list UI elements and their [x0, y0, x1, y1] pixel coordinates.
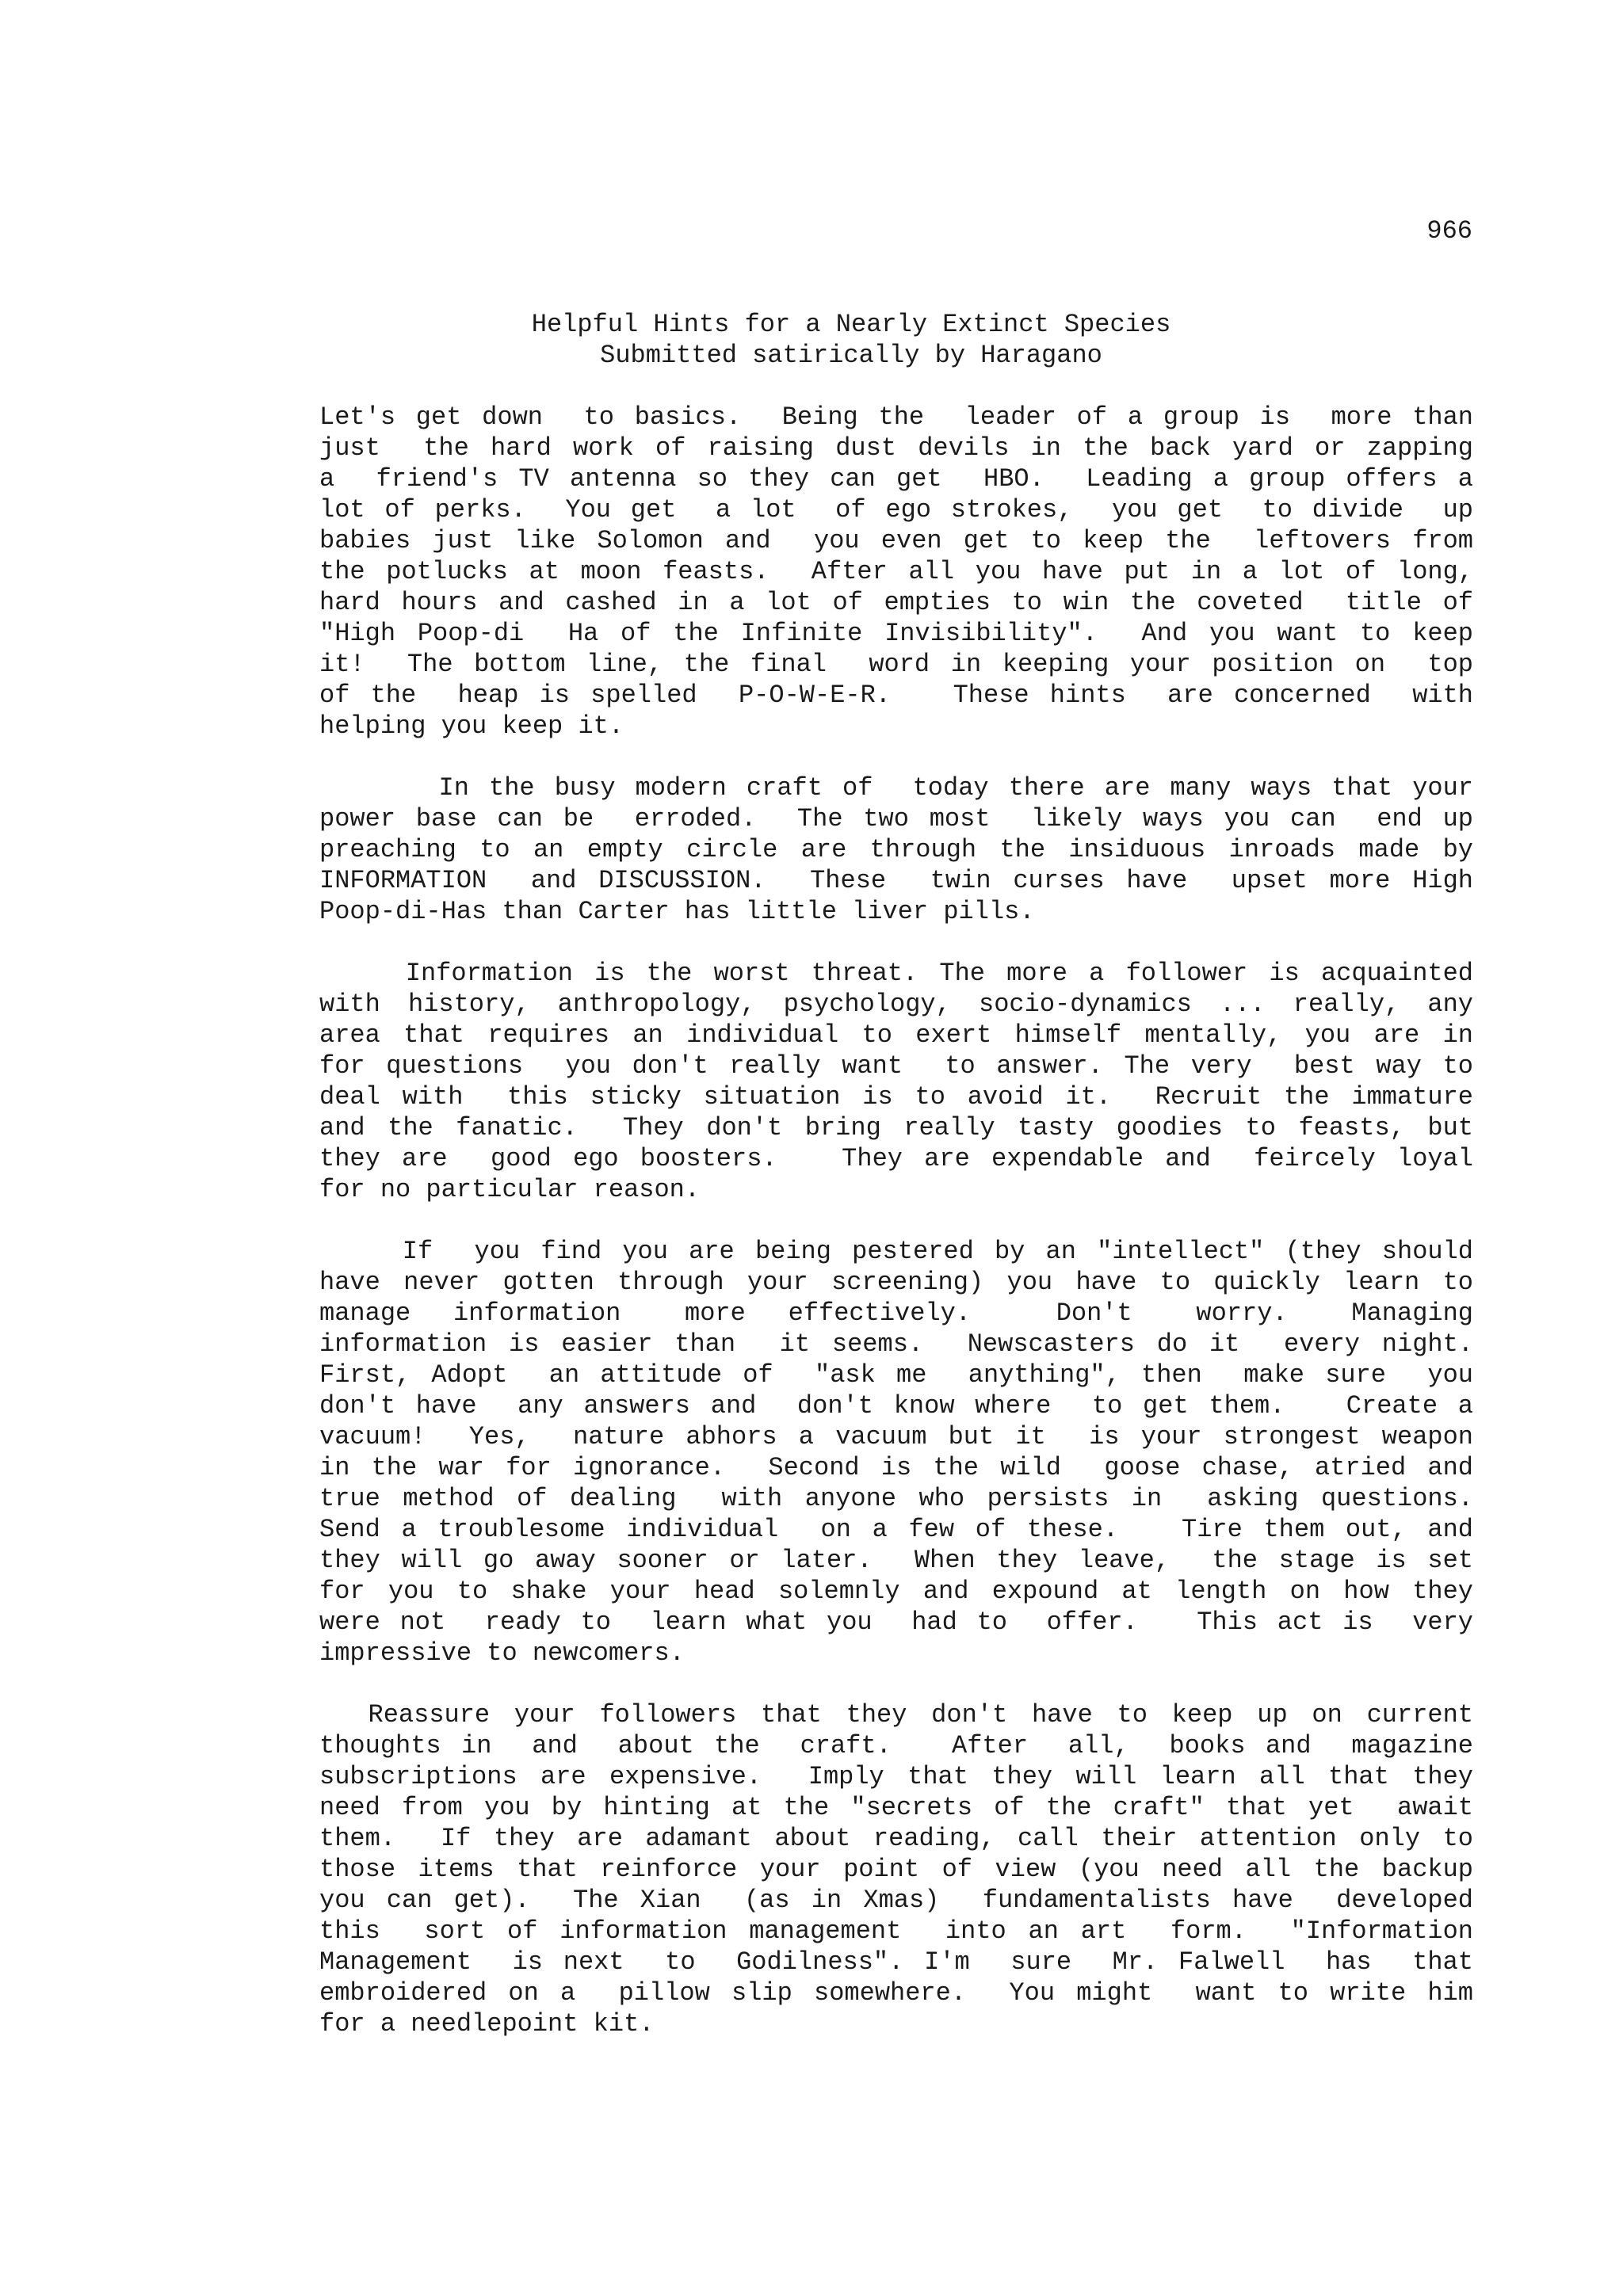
- text-line: need from you by hinting at the "secrets of the craft" that yet await: [319, 1793, 1473, 1822]
- text-line: it! The bottom line, the final word in keeping your position on top: [319, 650, 1473, 679]
- text-line: with history, anthropology, psychology, socio-dynamics ... really, any: [319, 990, 1473, 1019]
- text-line: Management is next to Godilness". I'm sure Mr. Falwell has that: [319, 1947, 1473, 1977]
- text-line: lot of perks. You get a lot of ego strokes, you get to divide up: [319, 495, 1473, 524]
- text-line: deal with this sticky situation is to avoid it. Recruit the immature: [319, 1082, 1473, 1112]
- text-line: Information is the worst threat. The more a follower is acquainted: [319, 959, 1473, 988]
- text-line: have never gotten through your screening) you have to quickly learn to: [319, 1268, 1473, 1297]
- text-line: were not ready to learn what you had to offer. This act is very: [319, 1608, 1473, 1637]
- subtitle-line: Submitted satirically by Haragano: [600, 341, 1102, 370]
- text-line: Let's get down to basics. Being the leader of a group is more than: [319, 402, 1473, 432]
- text-line: Send a troublesome individual on a few of these. Tire them out, and: [319, 1515, 1473, 1544]
- text-line: a friend's TV antenna so they can get HBO. Leading a group offers a: [319, 464, 1473, 494]
- text-line: they will go away sooner or later. When they leave, the stage is set: [319, 1546, 1473, 1575]
- text-line: babies just like Solomon and you even get to keep the leftovers from: [319, 526, 1473, 555]
- text-line: INFORMATION and DISCUSSION. These twin curses have upset more High: [319, 866, 1473, 895]
- paragraph: [319, 1699, 1473, 2039]
- text-line: for no particular reason.: [319, 1175, 701, 1204]
- text-line: preaching to an empty circle are through the insiduous inroads made by: [319, 835, 1473, 864]
- text-line: In the busy modern craft of today there are many ways that your: [319, 773, 1473, 803]
- text-line: Reassure your followers that they don't have to keep up on current: [319, 1700, 1473, 1730]
- text-line: them. If they are adamant about reading, call their attention only to: [319, 1824, 1473, 1853]
- text-line: If you find you are being pestered by an "intellect" (they should: [319, 1237, 1473, 1266]
- text-line: power base can be erroded. The two most likely ways you can end up: [319, 804, 1473, 833]
- text-line: "High Poop-di Ha of the Infinite Invisibility". And you want to keep: [319, 619, 1473, 648]
- paragraph: [319, 402, 1473, 742]
- text-line: subscriptions are expensive. Imply that they will learn all that they: [319, 1762, 1473, 1791]
- text-line: helping you keep it.: [319, 711, 624, 741]
- text-line: just the hard work of raising dust devils in the back yard or zapping: [319, 433, 1473, 463]
- text-line: don't have any answers and don't know where to get them. Create a: [319, 1391, 1473, 1421]
- text-line: information is easier than it seems. Newscasters do it every night.: [319, 1329, 1473, 1359]
- text-line: true method of dealing with anyone who persists in asking questions.: [319, 1484, 1473, 1513]
- title-line: Helpful Hints for a Nearly Extinct Species: [531, 310, 1171, 339]
- text-line: First, Adopt an attitude of "ask me anything", then make sure you: [319, 1360, 1473, 1390]
- text-line: those items that reinforce your point of view (you need all the backup: [319, 1855, 1473, 1884]
- text-line: impressive to newcomers.: [319, 1638, 685, 1668]
- text-line: this sort of information management into an art form. "Information: [319, 1917, 1473, 1946]
- document-body: [319, 402, 1473, 2070]
- text-line: Poop-di-Has than Carter has little liver pills.: [319, 897, 1035, 926]
- text-line: in the war for ignorance. Second is the wild goose chase, atried and: [319, 1453, 1473, 1482]
- paragraph: [319, 958, 1473, 1205]
- text-line: thoughts in and about the craft. After all, books and magazine: [319, 1731, 1473, 1760]
- text-line: they are good ego boosters. They are expendable and feircely loyal: [319, 1144, 1473, 1173]
- paragraph: [319, 1236, 1473, 1669]
- text-line: for questions you don't really want to answer. The very best way to: [319, 1051, 1473, 1081]
- document-title: [0, 309, 1623, 371]
- text-line: the potlucks at moon feasts. After all you have put in a lot of long,: [319, 557, 1473, 586]
- paragraph: [319, 772, 1473, 927]
- text-line: manage information more effectively. Don't worry. Managing: [319, 1299, 1473, 1328]
- text-line: hard hours and cashed in a lot of empties to win the coveted title of: [319, 588, 1473, 617]
- text-line: vacuum! Yes, nature abhors a vacuum but it is your strongest weapon: [319, 1422, 1473, 1451]
- text-line: and the fanatic. They don't bring really tasty goodies to feasts, but: [319, 1113, 1473, 1142]
- text-line: area that requires an individual to exert himself mentally, you are in: [319, 1020, 1473, 1050]
- page-number: 966: [1426, 216, 1472, 246]
- text-line: for you to shake your head solemnly and expound at length on how they: [319, 1577, 1473, 1606]
- text-line: embroidered on a pillow slip somewhere. You might want to write him: [319, 1978, 1473, 2008]
- text-line: you can get). The Xian (as in Xmas) fundamentalists have developed: [319, 1886, 1473, 1915]
- text-line: of the heap is spelled P-O-W-E-R. These hints are concerned with: [319, 681, 1473, 710]
- text-line: for a needlepoint kit.: [319, 2009, 655, 2039]
